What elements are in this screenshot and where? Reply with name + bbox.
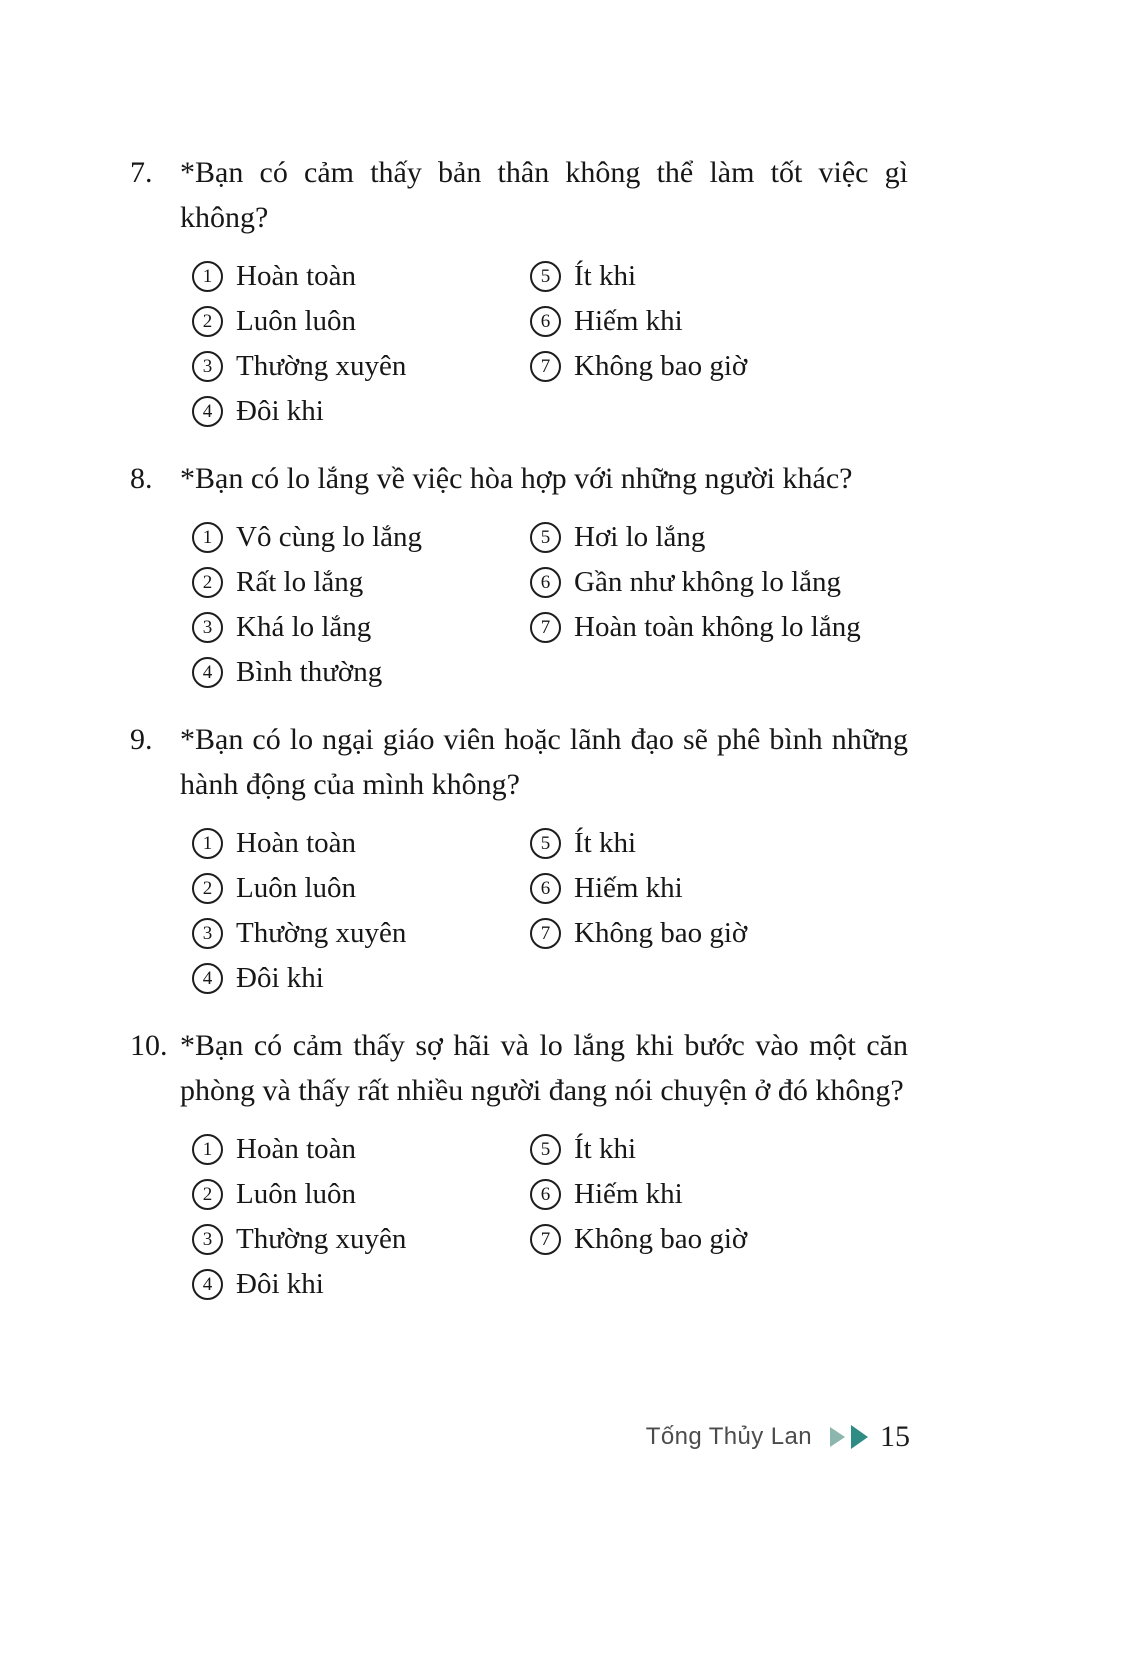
question-header: [130, 150, 908, 240]
option-label: Bình thường: [236, 656, 383, 688]
option-label: Hoàn toàn: [236, 1133, 356, 1165]
page-number: 15: [880, 1420, 910, 1453]
option-label: Luôn luôn: [236, 305, 357, 337]
option-label: Hoàn toàn: [236, 260, 356, 292]
circled-number-icon: 7: [530, 612, 561, 643]
option-item: [192, 299, 530, 344]
circled-number-icon: 6: [530, 306, 561, 337]
option-item: [192, 515, 530, 560]
question-text: *Bạn có lo lắng về việc hòa hợp với những người khác?: [180, 462, 853, 495]
circled-number-icon: 3: [192, 918, 223, 949]
question-block: [130, 150, 908, 434]
circled-number-icon: 1: [192, 261, 223, 292]
circled-number-icon: 2: [192, 306, 223, 337]
circled-number-icon: 6: [530, 567, 561, 598]
question-text: *Bạn có cảm thấy sợ hãi và lo lắng khi bước vào một căn phòng và thấy rất nhiều người đang nói chuyện ở đó không?: [180, 1029, 908, 1107]
circled-number-icon: 4: [192, 963, 223, 994]
circled-number-icon: 7: [530, 918, 561, 949]
option-item: [530, 299, 908, 344]
circled-number-icon: 2: [192, 1179, 223, 1210]
options-grid: [192, 254, 908, 434]
page-footer: [646, 1420, 910, 1454]
options-column-right: [530, 821, 908, 1001]
option-item: [530, 560, 908, 605]
option-item: [192, 560, 530, 605]
options-column-left: [192, 515, 530, 695]
circled-number-icon: 1: [192, 1134, 223, 1165]
option-label: Ít khi: [574, 1133, 637, 1165]
circled-number-icon: 2: [192, 873, 223, 904]
circled-number-icon: 4: [192, 657, 223, 688]
option-label: Không bao giờ: [574, 1223, 748, 1255]
option-label: Đôi khi: [236, 1268, 324, 1300]
option-item: [192, 605, 530, 650]
circled-number-icon: 1: [192, 522, 223, 553]
options-column-right: [530, 515, 908, 695]
question-text: *Bạn có cảm thấy bản thân không thể làm tốt việc gì không?: [180, 156, 908, 234]
circled-number-icon: 4: [192, 396, 223, 427]
circled-number-icon: 1: [192, 828, 223, 859]
option-item: [530, 1217, 908, 1262]
options-column-left: [192, 254, 530, 434]
option-label: Rất lo lắng: [236, 566, 364, 598]
option-label: Gần như không lo lắng: [574, 566, 842, 598]
option-label: Hoàn toàn không lo lắng: [574, 611, 861, 643]
option-item: [192, 254, 530, 299]
option-label: Thường xuyên: [236, 917, 407, 949]
circled-number-icon: 6: [530, 1179, 561, 1210]
option-item: [192, 650, 530, 695]
option-item: [192, 1172, 530, 1217]
question-header: [130, 456, 908, 501]
questionnaire-content: [130, 150, 908, 1329]
option-label: Ít khi: [574, 260, 637, 292]
option-item: [192, 1127, 530, 1172]
option-label: Ít khi: [574, 827, 637, 859]
option-item: [192, 344, 530, 389]
options-column-left: [192, 1127, 530, 1307]
question-number: 9.: [130, 723, 153, 756]
option-item: [192, 821, 530, 866]
option-item: [530, 1172, 908, 1217]
options-grid: [192, 821, 908, 1001]
circled-number-icon: 5: [530, 828, 561, 859]
circled-number-icon: 2: [192, 567, 223, 598]
option-item: [192, 1262, 530, 1307]
options-grid: [192, 1127, 908, 1307]
circled-number-icon: 3: [192, 351, 223, 382]
circled-number-icon: 3: [192, 612, 223, 643]
option-item: [530, 515, 908, 560]
circled-number-icon: 5: [530, 522, 561, 553]
question-block: [130, 717, 908, 1001]
question-number: 8.: [130, 462, 153, 495]
option-item: [530, 866, 908, 911]
footer-arrow-light-icon: [830, 1427, 845, 1447]
option-item: [192, 866, 530, 911]
option-label: Thường xuyên: [236, 1223, 407, 1255]
option-label: Vô cùng lo lắng: [236, 521, 423, 553]
question-text: *Bạn có lo ngại giáo viên hoặc lãnh đạo sẽ phê bình những hành động của mình không?: [180, 723, 908, 801]
option-label: Không bao giờ: [574, 917, 748, 949]
circled-number-icon: 4: [192, 1269, 223, 1300]
option-label: Đôi khi: [236, 962, 324, 994]
option-item: [530, 911, 908, 956]
circled-number-icon: 6: [530, 873, 561, 904]
option-item: [530, 821, 908, 866]
option-label: Luôn luôn: [236, 1178, 357, 1210]
question-header: [130, 717, 908, 807]
option-item: [530, 344, 908, 389]
question-block: [130, 1023, 908, 1307]
circled-number-icon: 5: [530, 261, 561, 292]
option-label: Hơi lo lắng: [574, 521, 706, 553]
option-label: Hoàn toàn: [236, 827, 356, 859]
option-item: [192, 911, 530, 956]
option-label: Không bao giờ: [574, 350, 748, 382]
option-label: Đôi khi: [236, 395, 324, 427]
circled-number-icon: 5: [530, 1134, 561, 1165]
option-item: [192, 1217, 530, 1262]
question-block: [130, 456, 908, 695]
option-label: Hiếm khi: [574, 305, 683, 337]
question-header: [130, 1023, 908, 1113]
option-label: Thường xuyên: [236, 350, 407, 382]
circled-number-icon: 3: [192, 1224, 223, 1255]
option-item: [530, 1127, 908, 1172]
footer-arrow-dark-icon: [851, 1425, 868, 1449]
question-number: 7.: [130, 156, 153, 189]
question-number: 10.: [130, 1029, 168, 1062]
option-label: Khá lo lắng: [236, 611, 372, 643]
options-column-left: [192, 821, 530, 1001]
option-label: Hiếm khi: [574, 1178, 683, 1210]
circled-number-icon: 7: [530, 1224, 561, 1255]
option-item: [192, 956, 530, 1001]
footer-author: Tống Thủy Lan: [645, 1423, 812, 1450]
option-label: Hiếm khi: [574, 872, 683, 904]
option-item: [192, 389, 530, 434]
option-item: [530, 254, 908, 299]
option-label: Luôn luôn: [236, 872, 357, 904]
options-grid: [192, 515, 908, 695]
circled-number-icon: 7: [530, 351, 561, 382]
options-column-right: [530, 254, 908, 434]
options-column-right: [530, 1127, 908, 1307]
option-item: [530, 605, 908, 650]
